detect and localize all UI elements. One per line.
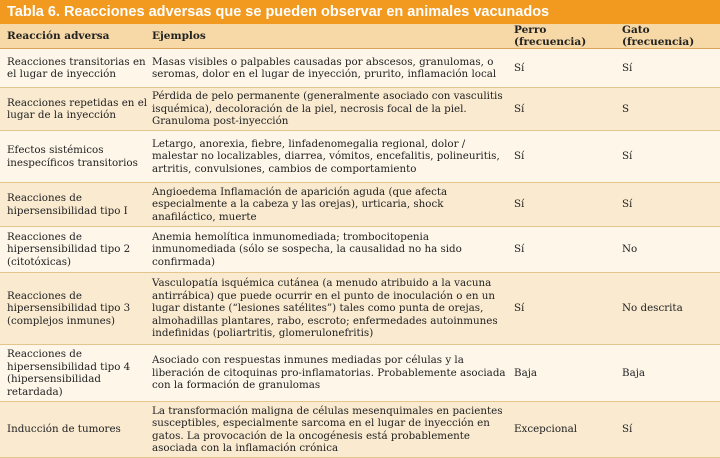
cell-dog: Baja [510,345,618,402]
header-row [0,24,720,49]
cell-cat: No descrita [618,273,720,345]
cell-examples: Pérdida de pelo permanente (generalmente asociado con vasculitis isquémica), decoloración de la piel, necrosis focal de la piel. Granuloma post-inyección [150,88,510,131]
cell-reaction: Reacciones repetidas en el lugar de la inyección [0,88,150,131]
table-title: Tabla 6. Reacciones adversas que se pueden observar en animales vacunados [0,0,720,24]
cell-reaction: Reacciones de hipersensibilidad tipo I [0,183,150,227]
cell-reaction: Reacciones de hipersensibilidad tipo 4 (hipersensibilidad retardada) [0,345,150,402]
cell-examples: Anemia hemolítica inmunomediada; trombocitopenia inmunomediada (sólo se sospecha, la causalidad no ha sido confirmada) [150,227,510,273]
cell-cat: Sí [618,183,720,227]
cell-cat: Baja [618,345,720,402]
table-row [0,49,720,88]
cell-cat: Sí [618,131,720,183]
header-examples: Ejemplos [150,24,510,49]
cell-reaction: Reacciones de hipersensibilidad tipo 2 (citotóxicas) [0,227,150,273]
table-row [0,273,720,345]
table-row [0,183,720,227]
cell-examples: La transformación maligna de células mesenquimales en pacientes susceptibles, especialmente sarcoma en el lugar de inyección en gatos. La provocación de la oncogénesis está probablemente asociada con la inflamación crónica [150,402,510,458]
cell-examples: Angioedema Inflamación de aparición aguda (que afecta especialmente a la cabeza y las orejas), urticaria, shock anafiláctico, muerte [150,183,510,227]
header-reaction: Reacción adversa [0,24,150,49]
table-row [0,402,720,458]
cell-cat: Sí [618,402,720,458]
table-row [0,131,720,183]
header-cat-frequency: Gato (frecuencia) [618,24,720,49]
cell-cat: S [618,88,720,131]
cell-examples: Asociado con respuestas inmunes mediadas por células y la liberación de citoquinas pro-inflamatorias. Probablemente asociada con la formación de granulomas [150,345,510,402]
cell-cat: Sí [618,49,720,88]
cell-dog: Sí [510,183,618,227]
table-row [0,227,720,273]
cell-reaction: Reacciones de hipersensibilidad tipo 3 (complejos inmunes) [0,273,150,345]
cell-reaction: Inducción de tumores [0,402,150,458]
cell-dog: Sí [510,88,618,131]
cell-examples: Vasculopatía isquémica cutánea (a menudo atribuido a la vacuna antirrábica) que puede ocurrir en el punto de inoculación o en un lugar distante (“lesiones satélites”) tales como punta de orejas, almohadillas plantares, rabo, escroto; enfermedades autoinmunes indefinidas (poliartritis, glomerulonefritis) [150,273,510,345]
cell-reaction: Reacciones transitorias en el lugar de inyección [0,49,150,88]
cell-dog: Sí [510,273,618,345]
adverse-reactions-table [0,24,720,458]
table-row [0,345,720,402]
cell-dog: Sí [510,49,618,88]
cell-dog: Sí [510,131,618,183]
cell-reaction: Efectos sistémicos inespecíficos transitorios [0,131,150,183]
cell-dog: Sí [510,227,618,273]
cell-cat: No [618,227,720,273]
cell-dog: Excepcional [510,402,618,458]
cell-examples: Letargo, anorexia, fiebre, linfadenomegalia regional, dolor / malestar no localizables, diarrea, vómitos, encefalitis, polineuritis, artritis, convulsiones, cambios de comportamiento [150,131,510,183]
cell-examples: Masas visibles o palpables causadas por abscesos, granulomas, o seromas, dolor en el lugar de inyección, prurito, inflamación local [150,49,510,88]
header-dog-frequency: Perro (frecuencia) [510,24,618,49]
table-row [0,88,720,131]
